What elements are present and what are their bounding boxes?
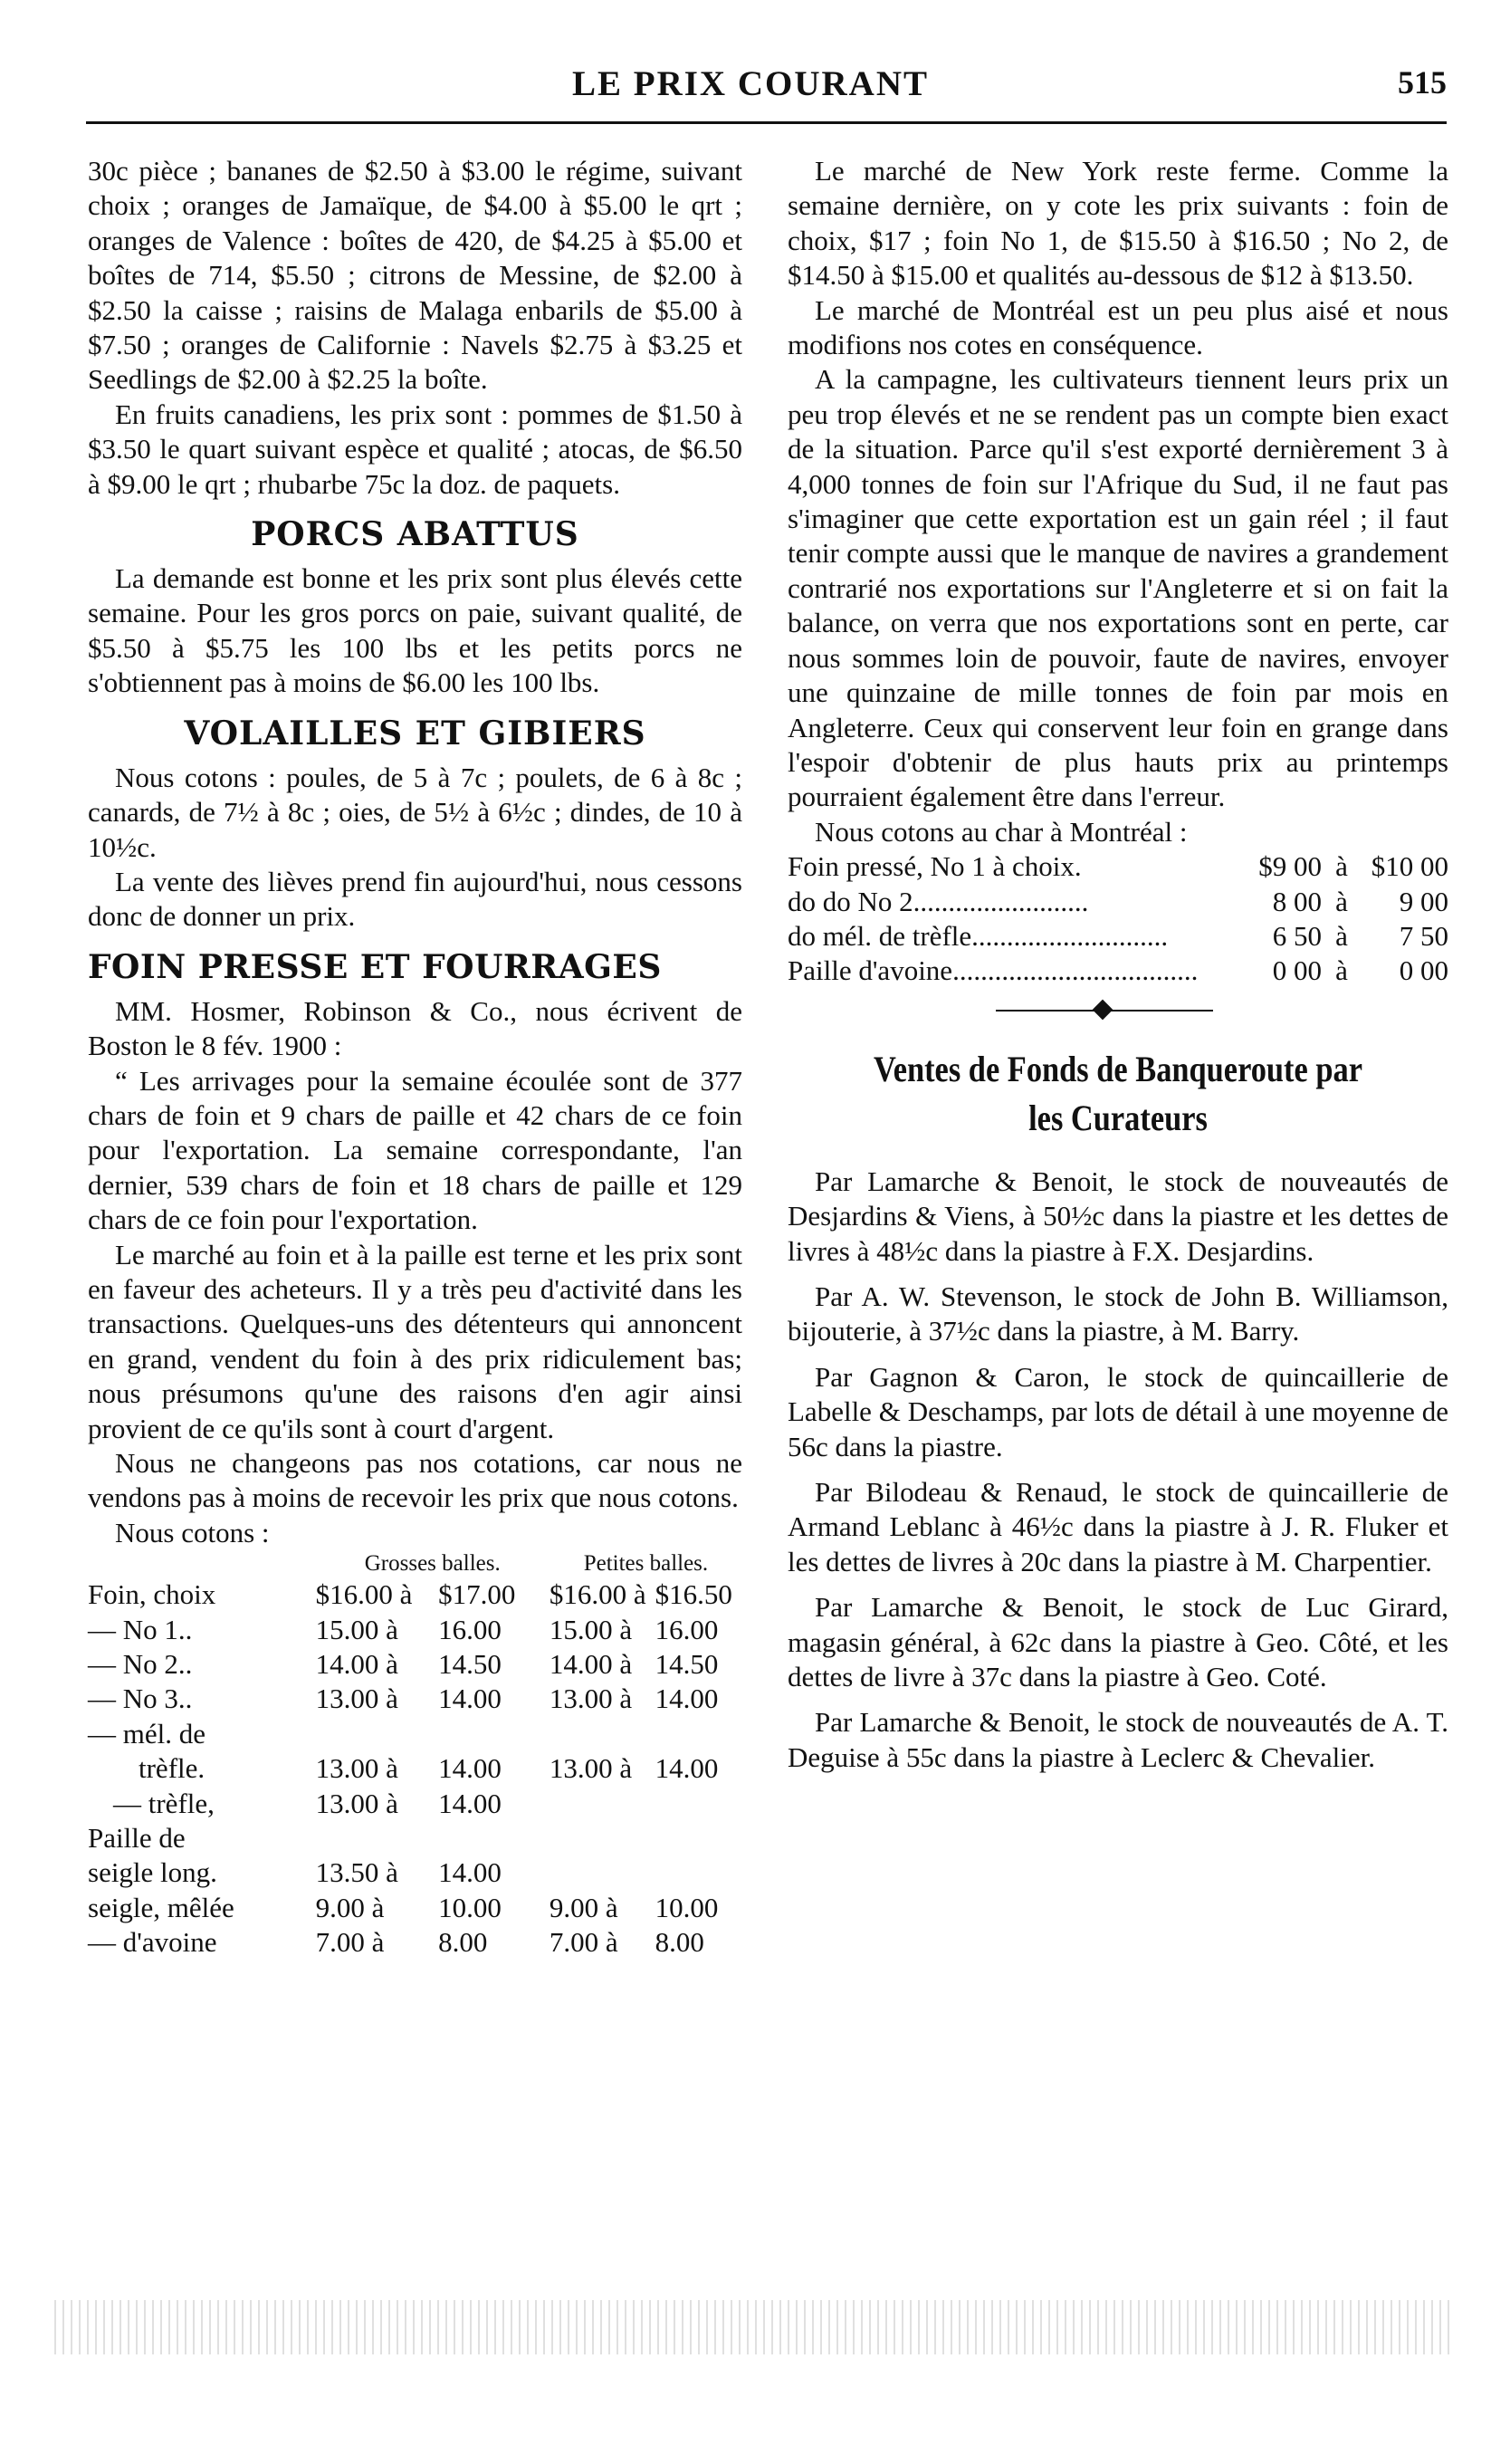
ventes-heading — [834, 1045, 1402, 1143]
porcs-heading: PORCS ABATTUS — [251, 515, 579, 554]
montreal-paragraph: Le marché de Montréal est un peu plus aisé et nous modifions nos cotes en conséquence. — [788, 293, 1448, 361]
table-row — [88, 1751, 742, 1786]
price-separator: à — [1335, 885, 1348, 917]
table-row — [88, 1821, 742, 1855]
campagne-paragraph: A la campagne, les cultivateurs tiennent leurs prix un peu trop élevés et ne se rendent pas un compte bien exact de la situation. Parce qu'il s'est exporté dernièrement 3 à 4,000 tonnes de foin sur l'Afrique du Sud, il ne faut pas s'imaginer que cette exportation est un gain réel ; il faut tenir compte aussi que le manque de navires a grandement contrarié nos exportations sur l'Angleterre et si on fait la balance, on verra que nos exportations sont en perte, car nous sommes loin de pouvoir, faute de navires, envoyer une quinzaine de mille tonnes de foin par mois en Angleterre. Ceux qui conservent leur foin en grange dans l'espoir d'obtenir de plus hauts prix au printemps pourraient également être dans l'erreur. — [788, 363, 1448, 813]
table-row — [788, 885, 1448, 919]
boston-hay-price-table — [88, 1550, 742, 1960]
table-row — [88, 1613, 742, 1647]
new-york-paragraph: Le marché de New York reste ferme. Comme la semaine dernière, on y cote les prix suivants : foin de choix, $17 ; foin No 1, de $15.50 à $16.50 ; No 2, de $14.50 à $15.00 et qualités au-dessous de $12 à $13.50. — [788, 155, 1448, 292]
ventes-heading-line-2: les Curateurs — [1028, 1097, 1208, 1138]
grosses-low: 13.00 à — [315, 1787, 398, 1819]
volailles-paragraph-2: La vente des lièves prend fin aujourd'hui, nous cessons donc de donner un prix. — [88, 865, 742, 933]
grosses-low: 7.00 à — [315, 1926, 385, 1959]
vente-item: Par Gagnon & Caron, le stock de quincaillerie de Labelle & Deschamps, par lots de détail à une moyenne de 56c dans la piastre. — [788, 1360, 1448, 1462]
table-row — [88, 1682, 742, 1716]
row-label: Foin, choix — [88, 1578, 216, 1611]
vente-item: Par Lamarche & Benoit, le stock de Luc Girard, magasin général, à 62c dans la piastre à Geo. Côté, et les dettes de livre à 37c dans la piastre à Geo. Coté. — [788, 1591, 1448, 1693]
table-row — [88, 1925, 742, 1960]
price-low: 0 00 — [1272, 954, 1322, 987]
grosses-low: 13.00 à — [315, 1752, 398, 1785]
petites-low: 15.00 à — [549, 1613, 633, 1645]
price-low: 8 00 — [1272, 885, 1322, 917]
row-label: — No 1.. — [88, 1613, 193, 1645]
table-row — [88, 1891, 742, 1925]
cotons-char-paragraph: Nous cotons au char à Montréal : — [815, 815, 1188, 848]
grosses-high: 16.00 — [438, 1613, 502, 1645]
petites-high: 10.00 — [655, 1891, 719, 1923]
print-noise-strip — [54, 2300, 1456, 2354]
grosses-high: $17.00 — [438, 1578, 516, 1611]
montreal-price-table — [788, 849, 1448, 989]
petites-high: $16.50 — [655, 1578, 732, 1611]
grosses-high: 14.50 — [438, 1648, 502, 1681]
price-low: 6 50 — [1272, 919, 1322, 952]
petites-high: 14.00 — [655, 1752, 719, 1785]
table-row — [88, 1787, 742, 1821]
table-header-row — [88, 1550, 742, 1577]
petites-high: 8.00 — [655, 1926, 704, 1959]
vente-item: Par Lamarche & Benoit, le stock de nouveautés de Desjardins & Viens, à 50½c dans la piastre et les dettes de livres à 48½c dans la piastre à F.X. Desjardins. — [788, 1165, 1448, 1267]
grosses-low: $16.00 à — [315, 1578, 413, 1611]
price-high: $10 00 — [1371, 850, 1448, 883]
table-row — [88, 1647, 742, 1682]
petites-low: 7.00 à — [549, 1926, 618, 1959]
porcs-paragraph: La demande est bonne et les prix sont plus élevés cette semaine. Pour les gros porcs on paie, suivant qualité, de $5.50 à $5.75 les 100 lbs et les petits porcs ne s'obtiennent pas à moins de $6.00 les 100 lbs. — [88, 562, 742, 699]
ventes-heading-line-1: Ventes de Fonds de Banqueroute par — [874, 1048, 1362, 1089]
row-label: Paille de — [88, 1822, 186, 1855]
foin-paragraph-5: Nous cotons : — [115, 1516, 270, 1548]
row-label: seigle, mêlée — [88, 1891, 234, 1923]
price-high: 7 50 — [1399, 919, 1448, 952]
running-title: LE PRIX COURANT — [571, 64, 930, 103]
volailles-heading: VOLAILLES ET GIBIERS — [184, 714, 646, 753]
table-row — [88, 1577, 742, 1612]
petites-high: 16.00 — [655, 1613, 719, 1645]
petites-low: $16.00 à — [549, 1578, 646, 1611]
section-divider — [788, 992, 1448, 1029]
fruits-paragraph: En fruits canadiens, les prix sont : pommes de $1.50 à $3.50 le quart suivant espèce et qualité ; atocas, de $6.50 à $9.00 le qrt ; rhubarbe 75c la doz. de paquets. — [88, 398, 742, 500]
row-label: — trèfle, — [113, 1787, 215, 1819]
petites-balles-header: Petites balles. — [583, 1551, 709, 1577]
header-rule — [86, 121, 1447, 124]
grosses-high: 14.00 — [438, 1752, 502, 1785]
grosses-low: 13.00 à — [315, 1683, 398, 1715]
foin-paragraph-2: “ Les arrivages pour la semaine écoulée sont de 377 chars de foin et 9 chars de paille et 42 chars de ce foin pour l'exportation. La semaine correspondante, l'an dernier, 539 chars de foin et 18 chars de paille et 129 chars de ce foin pour l'exportation. — [88, 1064, 742, 1236]
price-high: 0 00 — [1399, 954, 1448, 987]
grosses-low: 15.00 à — [315, 1613, 398, 1645]
foin-paragraph-3: Le marché au foin et à la paille est terne et les prix sont en faveur des acheteurs. Il y a très peu d'activité dans les transactions. Quelques-uns des détenteurs qui annoncent en grand, vendent du foin à des prix ridiculement bas; nous présumons qu'une des raisons d'en agir ainsi provient de ce qu'ils sont à court d'argent. — [88, 1238, 742, 1444]
page-header — [54, 63, 1447, 118]
petites-low: 13.00 à — [549, 1683, 633, 1715]
row-label: — No 2.. — [88, 1648, 193, 1681]
diamond-ornament-icon — [1093, 999, 1113, 1020]
grosses-low: 14.00 à — [315, 1648, 398, 1681]
row-label: seigle long. — [88, 1856, 217, 1889]
row-label: Paille d'avoine................................... — [788, 954, 1199, 987]
table-row — [88, 1855, 742, 1890]
table-row — [788, 919, 1448, 954]
grosses-high: 14.00 — [438, 1856, 502, 1889]
row-label: — mél. de — [88, 1717, 205, 1750]
grosses-balles-header: Grosses balles. — [364, 1551, 501, 1577]
intro-paragraph: 30c pièce ; bananes de $2.50 à $3.00 le régime, suivant choix ; oranges de Jamaïque, de $4.00 à $5.00 le qrt ; oranges de Valence : boîtes de 420, de $4.25 à $5.00 et boîtes de 714, $5.50 ; citrons de Messine, de $2.00 à $2.50 la caisse ; raisins de Malaga enbarils de $5.00 à $7.50 ; oranges de Californie : Navels $2.75 à $3.25 et Seedlings de $2.00 à $2.25 la boîte. — [88, 155, 742, 396]
petites-low: 14.00 à — [549, 1648, 633, 1681]
price-low: $9 00 — [1258, 850, 1322, 883]
page-number: 515 — [1398, 64, 1447, 101]
foin-heading: FOIN PRESSE ET FOURRAGES — [88, 947, 662, 986]
grosses-high: 14.00 — [438, 1787, 502, 1819]
price-separator: à — [1335, 850, 1348, 883]
grosses-high: 10.00 — [438, 1891, 502, 1923]
foin-paragraph-4: Nous ne changeons pas nos cotations, car nous ne vendons pas à moins de recevoir les prix que nous cotons. — [88, 1447, 742, 1514]
vente-item: Par A. W. Stevenson, le stock de John B. Williamson, bijouterie, à 37½c dans la piastre, à M. Barry. — [788, 1280, 1448, 1347]
grosses-high: 8.00 — [438, 1926, 488, 1959]
vente-item: Par Bilodeau & Renaud, le stock de quincaillerie de Armand Leblanc à 46½c dans la piastre à J. R. Fluker et les dettes de livres à 20c dans la piastre à M. Charpentier. — [788, 1476, 1448, 1577]
table-row — [788, 954, 1448, 988]
petites-low: 13.00 à — [549, 1752, 633, 1785]
row-label: — d'avoine — [88, 1926, 217, 1959]
row-label: Foin pressé, No 1 à choix. — [788, 850, 1082, 883]
price-separator: à — [1335, 919, 1348, 952]
volailles-paragraph-1: Nous cotons : poules, de 5 à 7c ; poulets, de 6 à 8c ; canards, de 7½ à 8c ; oies, de 5½ à 6½c ; dindes, de 10 à 10½c. — [88, 761, 742, 863]
table-row — [788, 849, 1448, 884]
row-label: trèfle. — [139, 1752, 205, 1785]
foin-paragraph-1: MM. Hosmer, Robinson & Co., nous écrivent de Boston le 8 fév. 1900 : — [88, 994, 742, 1062]
row-label: do mél. de trèfle............................ — [788, 919, 1169, 952]
petites-high: 14.50 — [655, 1648, 719, 1681]
price-separator: à — [1335, 954, 1348, 987]
grosses-low: 13.50 à — [315, 1856, 398, 1889]
row-label: — No 3.. — [88, 1683, 193, 1715]
table-row — [88, 1717, 742, 1751]
petites-low: 9.00 à — [549, 1891, 618, 1923]
grosses-low: 9.00 à — [315, 1891, 385, 1923]
right-column — [788, 154, 1448, 1775]
petites-high: 14.00 — [655, 1683, 719, 1715]
grosses-high: 14.00 — [438, 1683, 502, 1715]
left-column — [88, 154, 742, 1961]
vente-item: Par Lamarche & Benoit, le stock de nouveautés de A. T. Deguise à 55c dans la piastre à Leclerc & Chevalier. — [788, 1706, 1448, 1773]
price-high: 9 00 — [1399, 885, 1448, 917]
row-label: do do No 2......................... — [788, 885, 1089, 917]
